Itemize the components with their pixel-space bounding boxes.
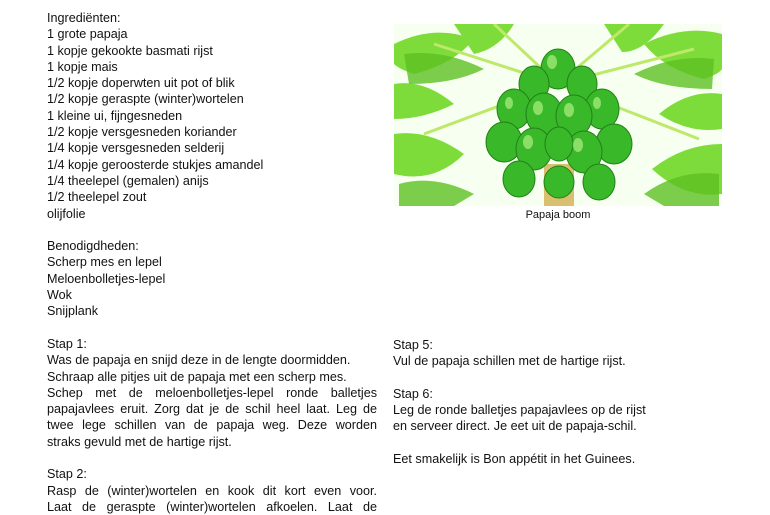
tool-item: Wok (47, 288, 72, 303)
step2-line: Laat de geraspte (winter)wortelen afkoelen. Laat de (47, 499, 377, 514)
ingredients-heading: Ingrediënten: (47, 11, 121, 25)
papaya-tree-photo (394, 24, 722, 206)
tool-item: Meloenbolletjes-lepel (47, 271, 166, 286)
step1-line: papajavlees eruit. Zorg dat je de schil heel laat. Leg de (47, 402, 377, 417)
ingredient-item: 1/4 kopje geroosterde stukjes amandel (47, 157, 264, 172)
papaya-tree-illustration (394, 24, 722, 206)
step2-heading: Stap 2: (47, 467, 87, 482)
step1-line: Schraap alle pitjes uit de papaja met een scherp mes. (47, 369, 347, 384)
tools-heading: Benodigdheden: (47, 239, 139, 254)
closing-text: Eet smakelijk is Bon appétit in het Guinees. (393, 452, 636, 467)
step1-line: twee lege schillen van de papaja weg. Deze worden (47, 418, 377, 433)
left-column (47, 10, 377, 515)
step5-heading: Stap 5: (393, 338, 433, 352)
step2-line: Rasp de (winter)wortelen en kook dit kort even voor. (47, 483, 377, 498)
step1-line: Was de papaja en snijd deze in de lengte doormidden. (47, 353, 351, 368)
ingredient-item: 1/2 kopje geraspte (winter)wortelen (47, 92, 244, 107)
ingredient-item: 1 grote papaja (47, 27, 128, 42)
ingredient-item: 1/2 kopje versgesneden koriander (47, 125, 237, 140)
step5-text: Vul de papaja schillen met de hartige rijst. (393, 354, 626, 369)
ingredient-item: 1/4 theelepel (gemalen) anijs (47, 173, 209, 188)
step6-line: Leg de ronde balletjes papajavlees op de rijst (393, 403, 646, 418)
tool-item: Snijplank (47, 304, 99, 319)
right-column (393, 337, 693, 467)
ingredient-item: 1/4 kopje versgesneden selderij (47, 141, 225, 156)
tool-item: Scherp mes en lepel (47, 255, 162, 270)
ingredient-item: 1 kopje gekookte basmati rijst (47, 43, 213, 58)
step1-line: Schep met de meloenbolletjes-lepel ronde balletjes (47, 385, 377, 400)
ingredient-item: 1/2 kopje doperwten uit pot of blik (47, 76, 235, 91)
step6-line: en serveer direct. Je eet uit de papaja-schil. (393, 419, 637, 434)
ingredient-item: 1 kleine ui, fijngesneden (47, 108, 183, 123)
step1-heading: Stap 1: (47, 336, 87, 351)
ingredient-item: 1 kopje mais (47, 59, 118, 74)
photo-caption: Papaja boom (525, 209, 591, 221)
step6-heading: Stap 6: (393, 386, 433, 401)
step1-line: straks gevuld met de hartige rijst. (47, 434, 232, 449)
ingredient-item: olijfolie (47, 206, 86, 221)
ingredient-item: 1/2 theelepel zout (47, 190, 147, 205)
